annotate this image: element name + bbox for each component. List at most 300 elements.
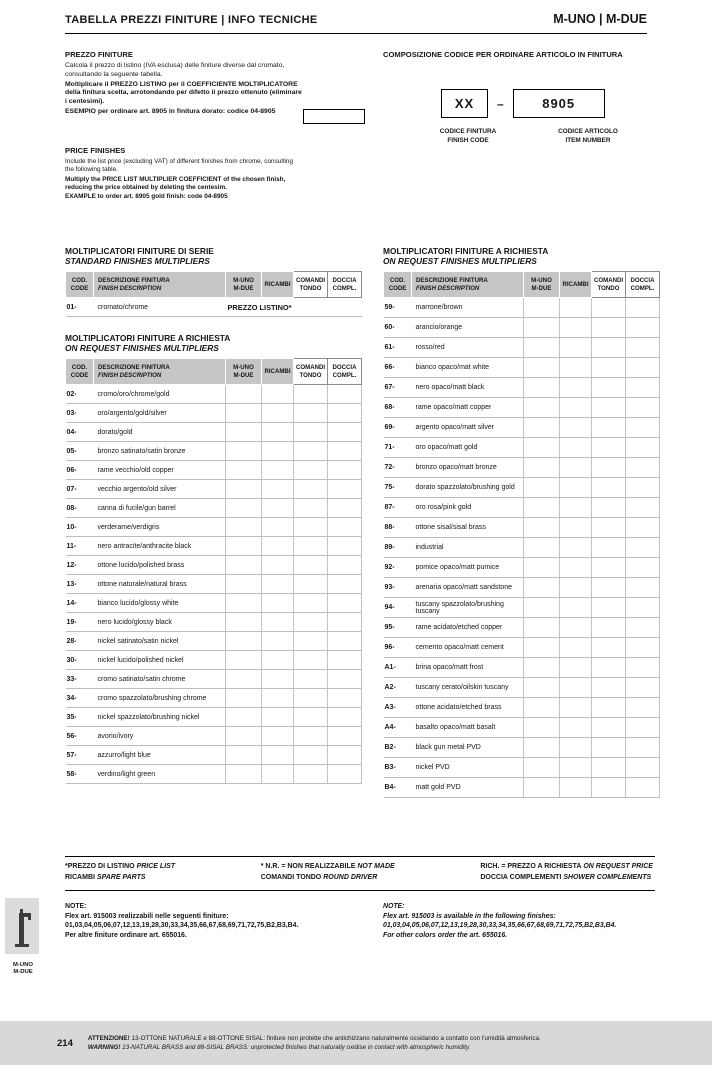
multiplier-cell	[226, 442, 262, 461]
multiplier-cell	[294, 518, 328, 537]
legend-term-en: SPARE PARTS	[96, 873, 146, 881]
column-header: COD. CODE	[66, 272, 94, 298]
finish-row	[384, 518, 660, 538]
code-composition	[383, 50, 653, 145]
multiplier-cell	[328, 480, 362, 499]
finish-code: B2-	[384, 738, 412, 758]
finish-row	[66, 575, 362, 594]
multiplier-cell	[560, 318, 592, 338]
finish-code: A4-	[384, 718, 412, 738]
finish-code: 10-	[66, 518, 94, 537]
example-code-box	[303, 109, 365, 124]
finish-row	[384, 538, 660, 558]
price-finishes-intro	[65, 50, 365, 203]
standard-finishes-section-title	[65, 246, 362, 266]
multiplier-cell	[560, 518, 592, 538]
finish-description: nickel PVD	[412, 758, 524, 778]
intro-paragraph-en-bold: Multiply the PRICE LIST MULTIPLIER COEFFICIENT of the chosen finish, reducing the price obtained by deleting the centesim.	[65, 175, 286, 192]
warning-it	[88, 1034, 541, 1043]
multiplier-cell	[626, 398, 660, 418]
finish-description: oro rosa/pink gold	[412, 498, 524, 518]
multiplier-cell	[524, 718, 560, 738]
finish-row	[384, 338, 660, 358]
multiplier-cell	[524, 738, 560, 758]
table-header-row	[66, 359, 362, 385]
multiplier-cell	[524, 478, 560, 498]
finish-code: 88-	[384, 518, 412, 538]
multiplier-cell	[626, 638, 660, 658]
legend-item	[261, 873, 395, 884]
intro-paragraph-en: Include the list price (excluding VAT) of different finishes from chrome, consulting the following table.	[65, 158, 294, 174]
finish-code: 61-	[384, 338, 412, 358]
multiplier-cell	[560, 658, 592, 678]
finish-description: marrone/brown	[412, 298, 524, 318]
multiplier-cell	[560, 618, 592, 638]
multiplier-cell	[560, 738, 592, 758]
finish-row	[384, 658, 660, 678]
finish-row	[66, 423, 362, 442]
finish-code: A3-	[384, 698, 412, 718]
finish-code: 95-	[384, 618, 412, 638]
multiplier-cell	[262, 537, 294, 556]
multiplier-cell	[626, 718, 660, 738]
multiplier-cell	[294, 461, 328, 480]
finish-row	[384, 378, 660, 398]
intro-paragraph-it-bold: Moltiplicare il PREZZO LISTINO per il COEFFICIENTE MOLTIPLICATORE della finitura scelta, arrotondando per difetto il prezzo ottenuto (eliminare i centesimi).	[65, 80, 302, 106]
finish-row	[66, 385, 362, 404]
multiplier-cell	[560, 538, 592, 558]
multiplier-cell	[226, 689, 262, 708]
finish-row	[66, 746, 362, 765]
finish-code: 14-	[66, 594, 94, 613]
finish-description: tuscany cerato/oilskin tuscany	[412, 678, 524, 698]
multiplier-cell	[626, 458, 660, 478]
multiplier-cell	[560, 698, 592, 718]
note-block-en	[383, 902, 660, 941]
finish-description: industrial	[412, 538, 524, 558]
multiplier-cell	[294, 689, 328, 708]
finish-code: 89-	[384, 538, 412, 558]
finish-code: A2-	[384, 678, 412, 698]
finish-code: 30-	[66, 651, 94, 670]
finish-code: 05-	[66, 442, 94, 461]
multiplier-cell	[626, 558, 660, 578]
finish-code: 69-	[384, 418, 412, 438]
multiplier-cell	[592, 478, 626, 498]
multiplier-cell	[226, 518, 262, 537]
multiplier-cell	[226, 651, 262, 670]
multiplier-cell	[626, 538, 660, 558]
finish-row	[384, 578, 660, 598]
multiplier-cell	[294, 385, 328, 404]
on-request-finishes-table-left	[65, 358, 362, 784]
note-block-it	[65, 902, 365, 941]
column-header: DOCCIA COMPL.	[328, 272, 362, 298]
multiplier-cell	[524, 698, 560, 718]
section-title-it: MOLTIPLICATORI FINITURE A RICHIESTA	[383, 246, 549, 256]
finish-row	[384, 458, 660, 478]
multiplier-cell	[262, 442, 294, 461]
legend-term-en: ROUND DRIVER	[323, 873, 378, 881]
multiplier-cell	[328, 499, 362, 518]
multiplier-cell	[262, 613, 294, 632]
example-text-en: EXAMPLE to order art. 8905 gold finish: code 04-8905	[65, 193, 228, 201]
intro-paragraph-it: Calcola il prezzo di listino (IVA esclusa) delle finiture diverse dal cromato, consultando la seguente tabella.	[65, 62, 285, 78]
multiplier-cell	[524, 498, 560, 518]
finish-description: canna di fucile/gun barrel	[94, 499, 226, 518]
standard-finishes-table	[65, 271, 362, 317]
item-number-label	[533, 128, 643, 145]
multiplier-cell	[626, 578, 660, 598]
multiplier-cell	[592, 298, 626, 318]
finish-code-label	[413, 128, 523, 145]
finish-row	[384, 318, 660, 338]
finish-description: arenaria opaco/matt sandstone	[412, 578, 524, 598]
multiplier-cell	[328, 404, 362, 423]
finish-code: 07-	[66, 480, 94, 499]
multiplier-cell	[328, 385, 362, 404]
finish-row	[66, 556, 362, 575]
intro-title-it: PREZZO FINITURE	[65, 50, 133, 59]
warning-en-lead: WARNING!	[87, 1044, 121, 1051]
note-line: Flex art. 915003 is available in the following finishes:	[383, 912, 556, 920]
column-header: M-UNO M-DUE	[524, 272, 560, 298]
on-request-section-title-left	[65, 333, 362, 353]
code-labels	[413, 128, 653, 145]
multiplier-cell	[328, 613, 362, 632]
multiplier-cell	[328, 423, 362, 442]
multiplier-cell	[262, 385, 294, 404]
finish-row	[66, 613, 362, 632]
finish-description: cemento opaco/matt cement	[412, 638, 524, 658]
multiplier-cell	[592, 518, 626, 538]
finish-description: cromo satinato/satin chrome	[94, 670, 226, 689]
finish-description: avorio/ivory	[94, 727, 226, 746]
multiplier-cell	[592, 418, 626, 438]
multiplier-cell	[560, 438, 592, 458]
multiplier-cell	[328, 518, 362, 537]
finish-code: 35-	[66, 708, 94, 727]
finish-code: 60-	[384, 318, 412, 338]
multiplier-cell	[294, 499, 328, 518]
legend-term-it: * N.R. = NON REALIZZABILE	[260, 863, 356, 870]
finish-row	[384, 438, 660, 458]
multiplier-cell	[226, 727, 262, 746]
item-number-label-en: ITEM NUMBER	[565, 136, 611, 144]
column-header: DESCRIZIONE FINITURA FINISH DESCRIPTION	[94, 272, 226, 298]
multiplier-cell	[226, 575, 262, 594]
multiplier-cell	[524, 538, 560, 558]
multiplier-cell	[626, 518, 660, 538]
multiplier-cell	[524, 578, 560, 598]
faucet-icon	[5, 898, 39, 954]
finish-row	[66, 499, 362, 518]
multiplier-cell	[226, 556, 262, 575]
finish-row	[66, 537, 362, 556]
finish-description: basalto opaco/matt basalt	[412, 718, 524, 738]
finish-row	[384, 778, 660, 798]
multiplier-cell	[262, 480, 294, 499]
finish-description: rame acidato/etched copper	[412, 618, 524, 638]
side-tab	[5, 898, 41, 977]
multiplier-cell	[592, 578, 626, 598]
multiplier-cell	[294, 442, 328, 461]
column-header: COMANDI TONDO	[294, 272, 328, 298]
finish-description: rame vecchio/old copper	[94, 461, 226, 480]
warning-it-lead: ATTENZIONE!	[87, 1034, 130, 1042]
legend-term-it: RICAMBI	[65, 873, 95, 881]
finish-description: oro/argento/gold/silver	[94, 404, 226, 423]
multiplier-cell	[626, 758, 660, 778]
multiplier-cell	[560, 398, 592, 418]
multiplier-cell	[524, 618, 560, 638]
multiplier-cell	[294, 575, 328, 594]
multiplier-cell	[626, 498, 660, 518]
finish-row	[384, 398, 660, 418]
finish-code-label-en: FINISH CODE	[447, 136, 489, 144]
multiplier-cell	[524, 758, 560, 778]
finish-row	[66, 670, 362, 689]
legend-term-it: RICH. = PREZZO A RICHIESTA	[480, 863, 582, 870]
finish-code: 94-	[384, 598, 412, 618]
finish-row	[384, 558, 660, 578]
finish-description: arancio/orange	[412, 318, 524, 338]
finish-description: tuscany spazzolato/brushing tuscany	[412, 598, 524, 618]
finish-code: 93-	[384, 578, 412, 598]
multiplier-cell	[328, 594, 362, 613]
legend-column-3	[480, 862, 653, 884]
multiplier-cell	[328, 651, 362, 670]
column-header: COD. CODE	[384, 272, 412, 298]
multiplier-cell	[560, 638, 592, 658]
multiplier-cell	[262, 765, 294, 784]
multiplier-cell	[226, 461, 262, 480]
legend-item	[65, 873, 175, 884]
finish-description: nickel satinato/satin nickel	[94, 632, 226, 651]
multiplier-cell	[262, 651, 294, 670]
multiplier-cell	[560, 498, 592, 518]
note-line: Per altre finiture ordinare art. 655016.	[65, 931, 187, 939]
finish-description: cromo spazzolato/brushing chrome	[94, 689, 226, 708]
multiplier-cell	[262, 670, 294, 689]
legend-item	[65, 862, 175, 873]
column-header: COD. CODE	[66, 359, 94, 385]
multiplier-cell	[294, 727, 328, 746]
multiplier-cell	[592, 318, 626, 338]
multiplier-cell	[262, 746, 294, 765]
multiplier-cell	[262, 689, 294, 708]
note-line: 01,03,04,05,06,07,12,13,19,28,30,33,34,35,66,67,68,69,71,72,75,B2,B3,B4.	[65, 922, 299, 930]
multiplier-cell	[226, 746, 262, 765]
multiplier-cell	[592, 438, 626, 458]
finish-row	[384, 298, 660, 318]
legend-item	[480, 862, 653, 873]
multiplier-cell	[226, 404, 262, 423]
multiplier-cell	[592, 538, 626, 558]
column-header: DESCRIZIONE FINITURA FINISH DESCRIPTION	[94, 359, 226, 385]
column-header: DESCRIZIONE FINITURA FINISH DESCRIPTION	[412, 272, 524, 298]
finish-code-label-it: CODICE FINITURA	[439, 128, 497, 135]
multiplier-cell	[560, 298, 592, 318]
code-composition-title: COMPOSIZIONE CODICE PER ORDINARE ARTICOLO IN FINITURA	[383, 50, 623, 59]
multiplier-cell	[226, 594, 262, 613]
finish-code: 58-	[66, 765, 94, 784]
multiplier-cell	[294, 765, 328, 784]
finish-code: 03-	[66, 404, 94, 423]
footer-warnings	[88, 1034, 541, 1053]
legend-item	[261, 862, 395, 873]
multiplier-cell	[294, 423, 328, 442]
finish-description: dorato spazzolato/brushing gold	[412, 478, 524, 498]
multiplier-cell	[226, 670, 262, 689]
multiplier-cell	[262, 556, 294, 575]
finish-row	[66, 689, 362, 708]
finish-description: verderame/verdigris	[94, 518, 226, 537]
finish-description: pomice opaco/matt pumice	[412, 558, 524, 578]
finish-row	[384, 418, 660, 438]
finish-row	[66, 461, 362, 480]
multiplier-cell	[524, 518, 560, 538]
multiplier-cell	[524, 598, 560, 618]
column-header: COMANDI TONDO	[294, 359, 328, 385]
multiplier-cell	[560, 558, 592, 578]
finish-row	[384, 678, 660, 698]
multiplier-cell	[592, 378, 626, 398]
finish-description: rosso/red	[412, 338, 524, 358]
left-tables-column	[65, 246, 362, 784]
column-header: RICAMBI	[560, 272, 592, 298]
column-header: COMANDI TONDO	[592, 272, 626, 298]
finish-description: black gun metal PVD	[412, 738, 524, 758]
multiplier-cell	[626, 478, 660, 498]
legend-term-en: ON REQUEST PRICE	[583, 863, 653, 870]
multiplier-cell	[524, 458, 560, 478]
multiplier-cell	[294, 651, 328, 670]
multiplier-cell	[262, 404, 294, 423]
page-number: 214	[57, 1037, 73, 1049]
side-tab-label-line1: M-UNO	[13, 962, 33, 968]
finish-code: 34-	[66, 689, 94, 708]
finish-description: bianco lucido/glossy white	[94, 594, 226, 613]
multiplier-cell	[626, 738, 660, 758]
finish-row	[384, 618, 660, 638]
finish-row	[384, 718, 660, 738]
finish-code-box: XX	[441, 89, 488, 118]
section-title-en: STANDARD FINISHES MULTIPLIERS	[65, 256, 210, 266]
multiplier-cell	[626, 418, 660, 438]
finish-description: bronzo satinato/satin bronze	[94, 442, 226, 461]
multiplier-cell	[294, 594, 328, 613]
multiplier-cell	[328, 746, 362, 765]
finish-code: 02-	[66, 385, 94, 404]
multiplier-cell	[560, 758, 592, 778]
finish-row	[384, 758, 660, 778]
finish-description: ottone sisal/sisal brass	[412, 518, 524, 538]
table-header-row	[384, 272, 660, 298]
multiplier-cell	[226, 613, 262, 632]
legend-term-en: SHOWER COMPLEMENTS	[563, 873, 652, 881]
multiplier-cell	[328, 727, 362, 746]
right-tables-column	[383, 246, 660, 798]
multiplier-cell	[592, 678, 626, 698]
on-request-finishes-table-right	[383, 271, 660, 798]
multiplier-cell	[262, 632, 294, 651]
multiplier-cell	[226, 765, 262, 784]
section-title-it: MOLTIPLICATORI FINITURE DI SERIE	[65, 246, 214, 256]
finish-description: dorato/gold	[94, 423, 226, 442]
multiplier-cell	[262, 499, 294, 518]
finish-description: argento opaco/matt silver	[412, 418, 524, 438]
table-header-row	[66, 272, 362, 298]
multiplier-cell	[328, 575, 362, 594]
multiplier-cell	[592, 718, 626, 738]
multiplier-cell	[626, 378, 660, 398]
finish-code: 08-	[66, 499, 94, 518]
finish-code: 68-	[384, 398, 412, 418]
multiplier-cell	[592, 778, 626, 798]
multiplier-cell	[626, 658, 660, 678]
finish-code: 19-	[66, 613, 94, 632]
multiplier-cell	[262, 594, 294, 613]
multiplier-cell	[226, 632, 262, 651]
multiplier-cell	[592, 658, 626, 678]
multiplier-cell	[592, 338, 626, 358]
multiplier-cell	[226, 537, 262, 556]
multiplier-cell	[328, 632, 362, 651]
finish-description: vecchio argento/old silver	[94, 480, 226, 499]
multiplier-cell	[560, 358, 592, 378]
finish-description: cromato/chrome	[94, 298, 226, 317]
multiplier-cell	[328, 708, 362, 727]
finish-description: ottone acidato/etched brass	[412, 698, 524, 718]
finish-row	[66, 518, 362, 537]
legend-term-en: NOT MADE	[357, 863, 395, 870]
on-request-section-title-right	[383, 246, 660, 266]
code-separator: –	[497, 96, 504, 111]
multiplier-cell	[226, 423, 262, 442]
finish-row	[384, 598, 660, 618]
page-header	[65, 12, 647, 34]
multiplier-cell	[626, 358, 660, 378]
finish-code: 57-	[66, 746, 94, 765]
finish-row	[66, 442, 362, 461]
column-header: DOCCIA COMPL.	[626, 272, 660, 298]
finish-row	[66, 404, 362, 423]
side-tab-label-line2: M-DUE	[13, 969, 33, 976]
finish-description: bronzo opaco/matt bronze	[412, 458, 524, 478]
finish-code: B4-	[384, 778, 412, 798]
warning-en	[88, 1043, 541, 1052]
multiplier-cell	[560, 578, 592, 598]
warning-it-text: 13-OTTONE NATURALE e 88-OTTONE SISAL: finiture non protette che antichizzano naturalmente ossidando a contatto con l'umidità atmosferica.	[129, 1034, 541, 1042]
multiplier-cell	[592, 638, 626, 658]
multiplier-cell	[592, 398, 626, 418]
multiplier-cell	[592, 498, 626, 518]
multiplier-cell	[524, 638, 560, 658]
multiplier-cell	[560, 718, 592, 738]
side-tab-label	[5, 962, 41, 977]
multiplier-cell	[560, 478, 592, 498]
multiplier-cell	[294, 404, 328, 423]
finish-row	[66, 298, 362, 317]
multiplier-cell	[592, 758, 626, 778]
finish-description: matt gold PVD	[412, 778, 524, 798]
multiplier-cell	[592, 458, 626, 478]
collection-title: M-UNO | M-DUE	[553, 12, 647, 26]
multiplier-cell	[328, 537, 362, 556]
multiplier-cell	[328, 670, 362, 689]
finish-description: ottone lucido/polished brass	[94, 556, 226, 575]
